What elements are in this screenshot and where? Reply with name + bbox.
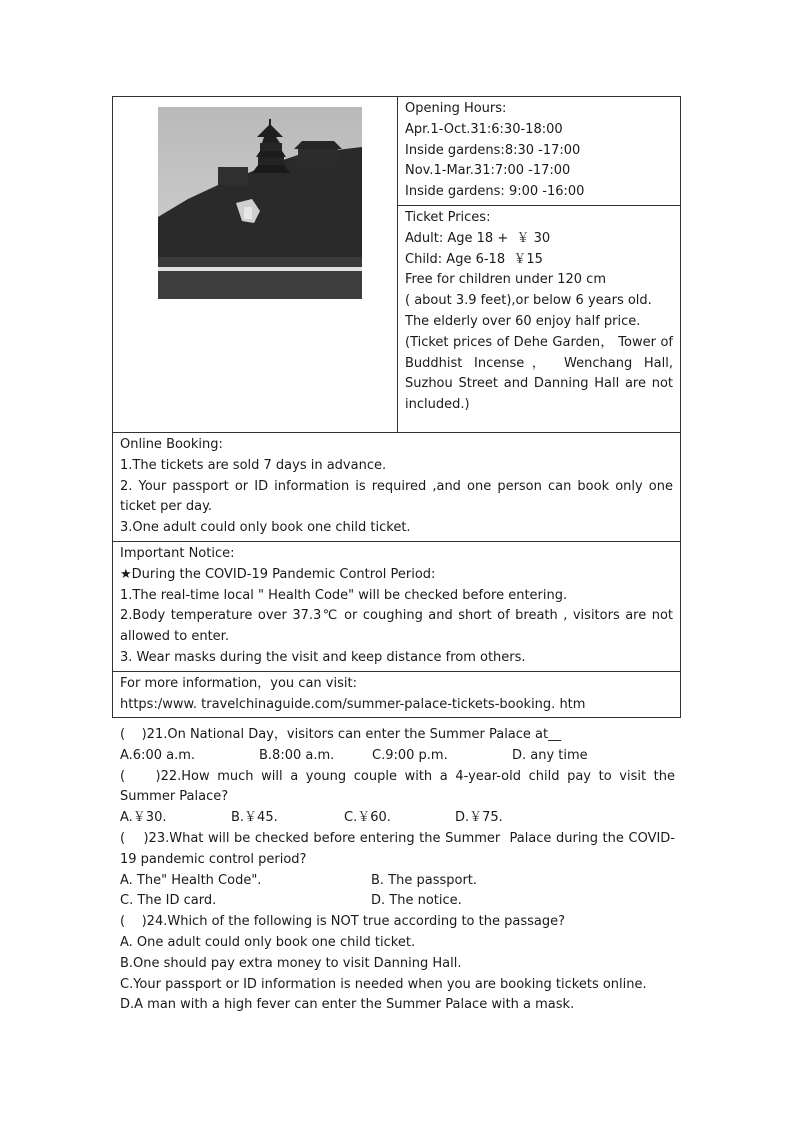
opening-hours-line: Apr.1-Oct.31:6:30-18:00 <box>405 121 563 137</box>
question-23-options-row2 <box>120 891 675 912</box>
child-price: Child: Age 6-18 ￥15 <box>405 251 543 267</box>
option-c: C.￥60. <box>344 810 391 826</box>
important-notice-cell <box>113 541 681 671</box>
option-d: D. any time <box>512 747 588 763</box>
option-b: B.￥45. <box>231 810 278 826</box>
option-b: B. The passport. <box>371 872 478 888</box>
notice-subtitle: ★During the COVID-19 Pandemic Control Period: <box>120 566 436 582</box>
photo-cell <box>113 97 398 433</box>
more-info-label: For more information，you can visit: <box>120 675 357 691</box>
option-c: C.9:00 p.m. <box>372 747 448 763</box>
booking-rule: 3.One adult could only book one child ticket. <box>120 520 411 536</box>
notice-rule: 3. Wear masks during the visit and keep distance from others. <box>120 649 526 665</box>
option-a: A.￥30. <box>120 810 167 826</box>
booking-rule: 2. Your passport or ID information is required ,and one person can book only one ticket per day. <box>120 478 673 515</box>
question-23-stem: ( )23.What will be checked before entering the Summer Palace during the COVID-19 pandemic control period? <box>120 830 675 867</box>
opening-hours-line: Inside gardens: 9:00 -16:00 <box>405 184 585 200</box>
ticket-prices-cell <box>398 205 681 432</box>
question-21-stem: ( )21.On National Day，visitors can enter the Summer Palace at__ <box>120 727 562 742</box>
option-a: A.6:00 a.m. <box>120 747 196 763</box>
option-b: B.8:00 a.m. <box>259 747 335 763</box>
online-booking-cell <box>113 432 681 541</box>
option-d: D.A man with a high fever can enter the Summer Palace with a mask. <box>120 997 575 1013</box>
more-info-url[interactable]: https:/www. travelchinaguide.com/summer-palace-tickets-booking. htm <box>120 696 586 712</box>
elderly-price: The elderly over 60 enjoy half price. <box>405 313 641 329</box>
question-22-stem: ( )22.How much will a young couple with a 4-year-old child pay to visit the Summer Palace? <box>120 768 680 805</box>
opening-hours-title: Opening Hours: <box>405 101 507 116</box>
important-notice-title: Important Notice: <box>120 545 235 561</box>
question-23-options-row1 <box>120 871 675 892</box>
option-c: C. The ID card. <box>120 893 217 909</box>
opening-hours-cell <box>398 97 681 206</box>
question-22-options <box>120 808 675 829</box>
opening-hours-line: Inside gardens:8:30 -17:00 <box>405 142 581 158</box>
questions-section <box>120 725 680 1016</box>
free-entry-rule: Free for children under 120 cm <box>405 272 606 288</box>
question-21-options <box>120 746 675 767</box>
option-c: C.Your passport or ID information is needed when you are booking tickets online. <box>120 976 647 992</box>
option-a: A. One adult could only book one child ticket. <box>120 934 416 950</box>
more-info-cell <box>113 671 681 718</box>
summer-palace-photo <box>158 107 362 299</box>
option-d: D. The notice. <box>371 893 462 909</box>
option-b: B.One should pay extra money to visit Danning Hall. <box>120 955 462 971</box>
option-a: A. The" Health Code". <box>120 872 262 888</box>
notice-rule: 2.Body temperature over 37.3℃ or coughing and short of breath , visitors are not allowed to enter. <box>120 608 673 645</box>
question-24-stem: ( )24.Which of the following is NOT true according to the passage? <box>120 914 565 930</box>
ticket-exclusion-note: (Ticket prices of Dehe Garden， Tower of Buddhist Incense， Wenchang Hall, Suzhou Street and Danning Hall are not included.) <box>405 334 673 413</box>
online-booking-title: Online Booking: <box>120 436 223 452</box>
notice-rule: 1.The real-time local " Health Code" will be checked before entering. <box>120 587 568 603</box>
ticket-prices-title: Ticket Prices: <box>405 209 491 225</box>
opening-hours-line: Nov.1-Mar.31:7:00 -17:00 <box>405 163 571 179</box>
option-d: D.￥75. <box>455 810 503 826</box>
adult-price: Adult: Age 18 + ￥ 30 <box>405 230 551 246</box>
booking-rule: 1.The tickets are sold 7 days in advance. <box>120 457 387 473</box>
free-entry-rule-cont: ( about 3.9 feet),or below 6 years old. <box>405 293 652 309</box>
info-table <box>112 96 681 718</box>
